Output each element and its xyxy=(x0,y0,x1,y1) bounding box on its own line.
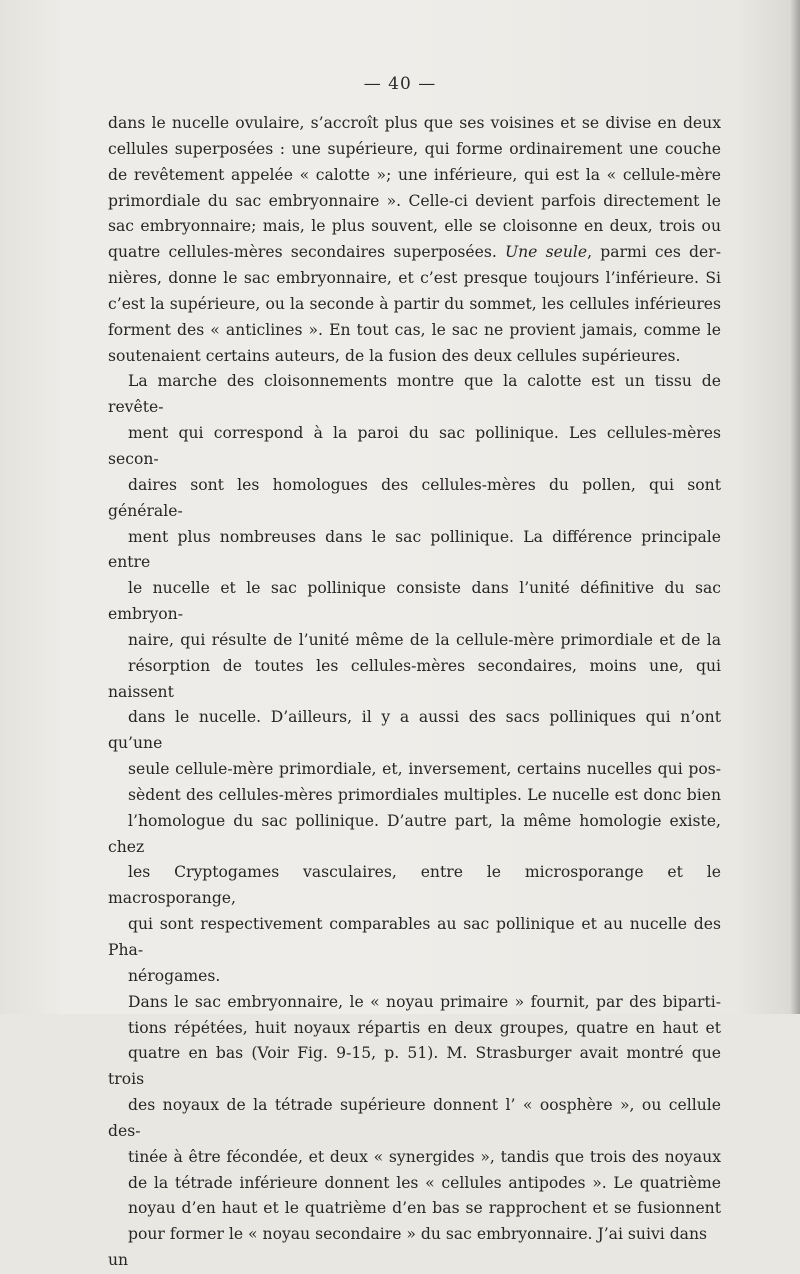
text-line: Dans le sac embryonnaire, le « noyau primaire » fournit, par des biparti- xyxy=(128,992,721,1011)
paragraph-1 xyxy=(108,111,721,369)
text-line: daires sont les homologues des cellules-mères du pollen, qui sont générale- xyxy=(108,475,721,520)
text-line: soutenaient certains auteurs, de la fusion des deux cellules supérieures. xyxy=(108,346,681,365)
text-line: c’est la supérieure, ou la seconde à partir du sommet, les cellules inférieures xyxy=(108,294,721,313)
text-line: nières, donne le sac embryonnaire, et c’est presque toujours l’inférieure. Si xyxy=(108,269,721,288)
page-number: — 40 — xyxy=(363,74,437,94)
text-line: ment plus nombreuses dans le sac pollinique. La différence principale entre xyxy=(108,527,721,572)
text-line: La marche des cloisonnements montre que la calotte est un tissu de revête- xyxy=(108,372,721,417)
text-line: cellules superposées : une supérieure, qui forme ordinairement une couche xyxy=(108,139,721,158)
text-line: le nucelle et le sac pollinique consiste dans l’unité définitive du sac embryon- xyxy=(108,579,721,624)
text-line: sèdent des cellules-mères primordiales multiples. Le nucelle est donc bien xyxy=(128,785,721,804)
body-text xyxy=(108,111,721,1274)
text-line: qui sont respectivement comparables au sac pollinique et au nucelle des Pha- xyxy=(108,915,721,959)
text-line: dans le nucelle ovulaire, s’accroît plus que ses voisines et se divise en deux xyxy=(108,114,721,132)
text-line: tinée à être fécondée, et deux « synergides », tandis que trois des noyaux xyxy=(128,1147,721,1166)
text-line: quatre cellules-mères secondaires superposées. Une seule, parmi ces der- xyxy=(108,243,721,262)
text-line: forment des « anticlines ». En tout cas, le sac ne provient jamais, comme le xyxy=(108,320,721,339)
text-line: pour former le « noyau secondaire » du sac embryonnaire. J’ai suivi dans un xyxy=(108,1225,708,1270)
text-line: ment qui correspond à la paroi du sac pollinique. Les cellules-mères secon- xyxy=(108,424,721,468)
text-line: les Cryptogames vasculaires, entre le microsporange et le macrosporange, xyxy=(108,863,721,908)
paragraph-2 xyxy=(108,369,721,989)
text-line: résorption de toutes les cellules-mères secondaires, moins une, qui naissent xyxy=(108,656,721,701)
text-line: tions répétées, huit noyaux répartis en deux groupes, quatre en haut et xyxy=(128,1018,721,1037)
paragraph-3 xyxy=(108,990,721,1274)
italic-emphasis: Une seule xyxy=(505,243,588,262)
text-line: seule cellule-mère primordiale, et, inversement, certains nucelles qui pos- xyxy=(128,760,721,779)
text-line: primordiale du sac embryonnaire ». Celle-ci devient parfois directement le xyxy=(108,191,721,210)
text-line: naire, qui résulte de l’unité même de la cellule-mère primordiale et de la xyxy=(128,630,721,649)
text-line: des noyaux de la tétrade supérieure donnent l’ « oosphère », ou cellule des- xyxy=(108,1096,721,1140)
text-line: de revêtement appelée « calotte »; une inférieure, qui est la « cellule-mère xyxy=(108,165,721,184)
text-line: de la tétrade inférieure donnent les « cellules antipodes ». Le quatrième xyxy=(128,1173,721,1192)
text-line: nérogames. xyxy=(128,966,221,985)
page-edge-shadow xyxy=(790,0,800,1014)
text-line: dans le nucelle. D’ailleurs, il y a aussi des sacs polliniques qui n’ont qu’une xyxy=(108,708,721,753)
text-line: sac embryonnaire; mais, le plus souvent, elle se cloisonne en deux, trois ou xyxy=(108,217,721,236)
text-line: noyau d’en haut et le quatrième d’en bas se rapprochent et se fusionnent xyxy=(128,1199,721,1218)
text-line: quatre en bas (Voir Fig. 9-15, p. 51). M. Strasburger avait montré que trois xyxy=(108,1044,721,1089)
text-line: l’homologue du sac pollinique. D’autre part, la même homologie existe, chez xyxy=(108,811,721,856)
